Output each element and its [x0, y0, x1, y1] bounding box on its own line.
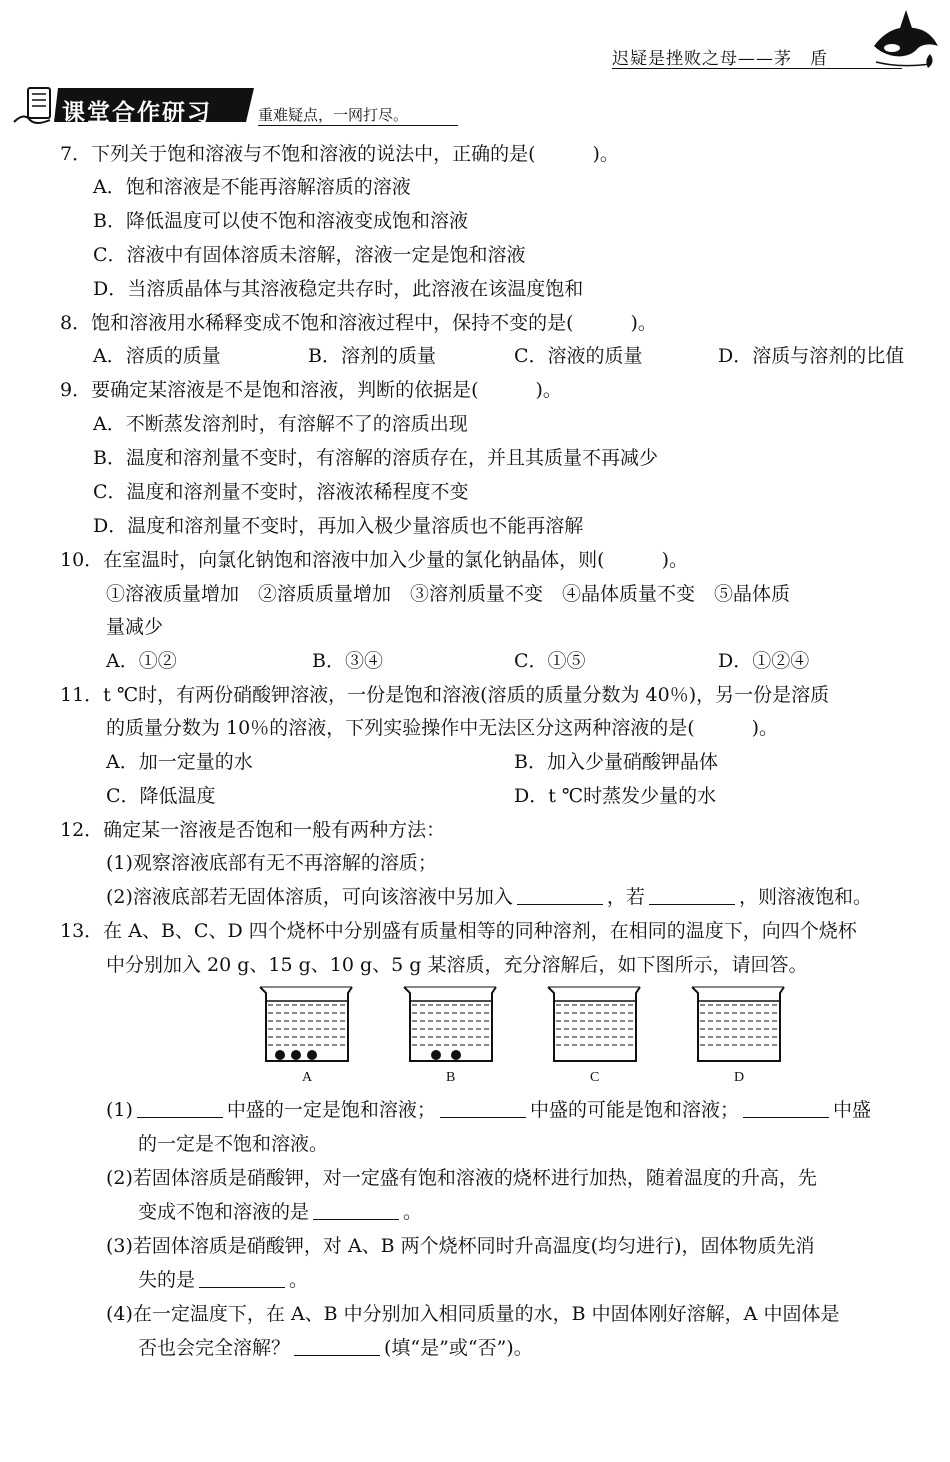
q7-option-b: B．降低温度可以使不饱和溶液变成饱和溶液: [93, 210, 468, 232]
beaker-b-figure: [402, 985, 498, 1065]
q12-method-2: [106, 885, 872, 909]
q10-option-d: D．①②④: [718, 650, 810, 672]
q13-sub3-line1: (3)若固体溶质是硝酸钾，对 A、B 两个烧杯同时升高温度(均匀进行)，固体物质先消: [106, 1235, 815, 1257]
q13-sub1-line1: [106, 1098, 871, 1122]
q13-sub3-line2: [138, 1268, 308, 1292]
q9-option-c: C．温度和溶剂量不变时，溶液浓稀程度不变: [93, 481, 469, 503]
q13-sub4-end: (填“是”或“否”)。: [384, 1337, 533, 1359]
q12-blank-2[interactable]: [649, 886, 735, 905]
q12-method-2-text-b: ，若: [606, 886, 645, 908]
q11-option-d: D．t ℃时蒸发少量的水: [514, 785, 717, 807]
q9-option-b: B．温度和溶剂量不变时，有溶解的溶质存在，并且其质量不再减少: [93, 447, 658, 469]
q13-sub2-line1: (2)若固体溶质是硝酸钾，对一定盛有饱和溶液的烧杯进行加热，随着温度的升高，先: [106, 1167, 817, 1189]
section-title: 课堂合作研习: [62, 100, 212, 126]
beaker-c-figure: [546, 985, 642, 1065]
q8-stem: 8．饱和溶液用水稀释变成不饱和溶液过程中，保持不变的是( )。: [60, 312, 657, 334]
q10-statement-line1: ①溶液质量增加 ②溶质质量增加 ③溶剂质量不变 ④晶体质量不变 ⑤晶体质: [106, 583, 791, 605]
q13-stem-line1: 13．在 A、B、C、D 四个烧杯中分别盛有质量相等的同种溶剂，在相同的温度下，向四个烧杯: [60, 920, 857, 942]
q8-option-d: D．溶质与溶剂的比值: [718, 345, 905, 367]
q12-method-2-text-c: ，则溶液饱和。: [738, 886, 872, 908]
q13-sub3-blank[interactable]: [199, 1269, 285, 1288]
q10-option-c: C．①⑤: [514, 650, 586, 672]
section-subtitle: 重难疑点，一网打尽。: [258, 106, 409, 124]
q13-sub4-line2: [138, 1336, 533, 1360]
q13-sub1-text-2: 中盛的可能是饱和溶液；: [529, 1099, 739, 1121]
q13-sub1-blank-3[interactable]: [743, 1099, 829, 1118]
q13-sub1-blank-1[interactable]: [137, 1099, 223, 1118]
q13-sub1-text-3: 中盛: [832, 1099, 871, 1121]
q8-option-b: B．溶剂的质量: [308, 345, 436, 367]
q10-stem: 10．在室温时，向氯化钠饱和溶液中加入少量的氯化钠晶体，则( )。: [60, 549, 689, 571]
q13-sub1-text-1: 中盛的一定是饱和溶液；: [226, 1099, 436, 1121]
q9-option-d: D．温度和溶剂量不变时，再加入极少量溶质也不能再溶解: [93, 515, 584, 537]
q10-statement-line2: 量减少: [106, 616, 164, 638]
q10-option-a: A．①②: [106, 650, 177, 672]
q12-method-1: (1)观察溶液底部有无不再溶解的溶质；: [106, 852, 437, 874]
q9-option-a: A．不断蒸发溶剂时，有溶解不了的溶质出现: [93, 413, 468, 435]
q7-stem: 7．下列关于饱和溶液与不饱和溶液的说法中，正确的是( )。: [60, 143, 619, 165]
q11-option-c: C．降低温度: [106, 785, 216, 807]
q12-method-2-text-a: (2)溶液底部若无固体溶质，可向该溶液中另加入: [106, 886, 513, 908]
q10-option-b: B．③④: [312, 650, 383, 672]
q13-sub2-end: 。: [403, 1201, 423, 1223]
orca-icon: [870, 6, 942, 72]
q8-option-a: A．溶质的质量: [93, 345, 221, 367]
q12-stem: 12．确定某一溶液是否饱和一般有两种方法：: [60, 819, 446, 841]
header-rule: [612, 68, 902, 69]
beaker-label-c: C: [590, 1070, 600, 1085]
q7-option-d: D．当溶质晶体与其溶液稳定共存时，此溶液在该温度饱和: [93, 278, 584, 300]
q7-option-a: A．饱和溶液是不能再溶解溶质的溶液: [93, 176, 411, 198]
beaker-a-figure: [258, 985, 354, 1065]
q13-sub4-line1: (4)在一定温度下，在 A、B 中分别加入相同质量的水，B 中固体刚好溶解，A 中固体是: [106, 1303, 840, 1325]
q13-sub1-line2: 的一定是不饱和溶液。: [138, 1133, 329, 1155]
q13-sub2-text: 变成不饱和溶液的是: [138, 1201, 310, 1223]
q11-option-b: B．加入少量硝酸钾晶体: [514, 751, 718, 773]
header-quote: 迟疑是挫败之母——茅 盾: [612, 49, 828, 69]
section-subtitle-rule: [258, 125, 458, 126]
q13-sub3-text: 失的是: [138, 1269, 196, 1291]
q13-stem-line2: 中分别加入 20 g、15 g、10 g、5 g 某溶质，充分溶解后，如下图所示，请回答。: [106, 954, 808, 976]
q8-option-c: C．溶液的质量: [514, 345, 643, 367]
q13-sub4-blank[interactable]: [294, 1337, 380, 1356]
q11-option-a: A．加一定量的水: [106, 751, 253, 773]
q13-sub2-blank[interactable]: [313, 1201, 399, 1220]
q13-sub1-number: (1): [106, 1099, 133, 1121]
q13-sub2-line2: [138, 1200, 422, 1224]
q9-stem: 9．要确定某溶液是不是饱和溶液，判断的依据是( )。: [60, 379, 562, 401]
q11-stem-line2: 的质量分数为 10％的溶液，下列实验操作中无法区分这两种溶液的是( )。: [106, 717, 779, 739]
q7-option-c: C．溶液中有固体溶质未溶解，溶液一定是饱和溶液: [93, 244, 526, 266]
beaker-label-d: D: [734, 1070, 745, 1085]
q13-sub1-blank-2[interactable]: [440, 1099, 526, 1118]
beaker-label-a: A: [302, 1070, 313, 1085]
q11-stem-line1: 11．t ℃时，有两份硝酸钾溶液，一份是饱和溶液(溶质的质量分数为 40％)，另一份是溶质: [60, 684, 830, 706]
beaker-label-b: B: [446, 1070, 456, 1085]
beaker-d-figure: [690, 985, 786, 1065]
q13-sub4-text: 否也会完全溶解？: [138, 1337, 291, 1359]
q13-sub3-end: 。: [289, 1269, 309, 1291]
q12-blank-1[interactable]: [517, 886, 603, 905]
